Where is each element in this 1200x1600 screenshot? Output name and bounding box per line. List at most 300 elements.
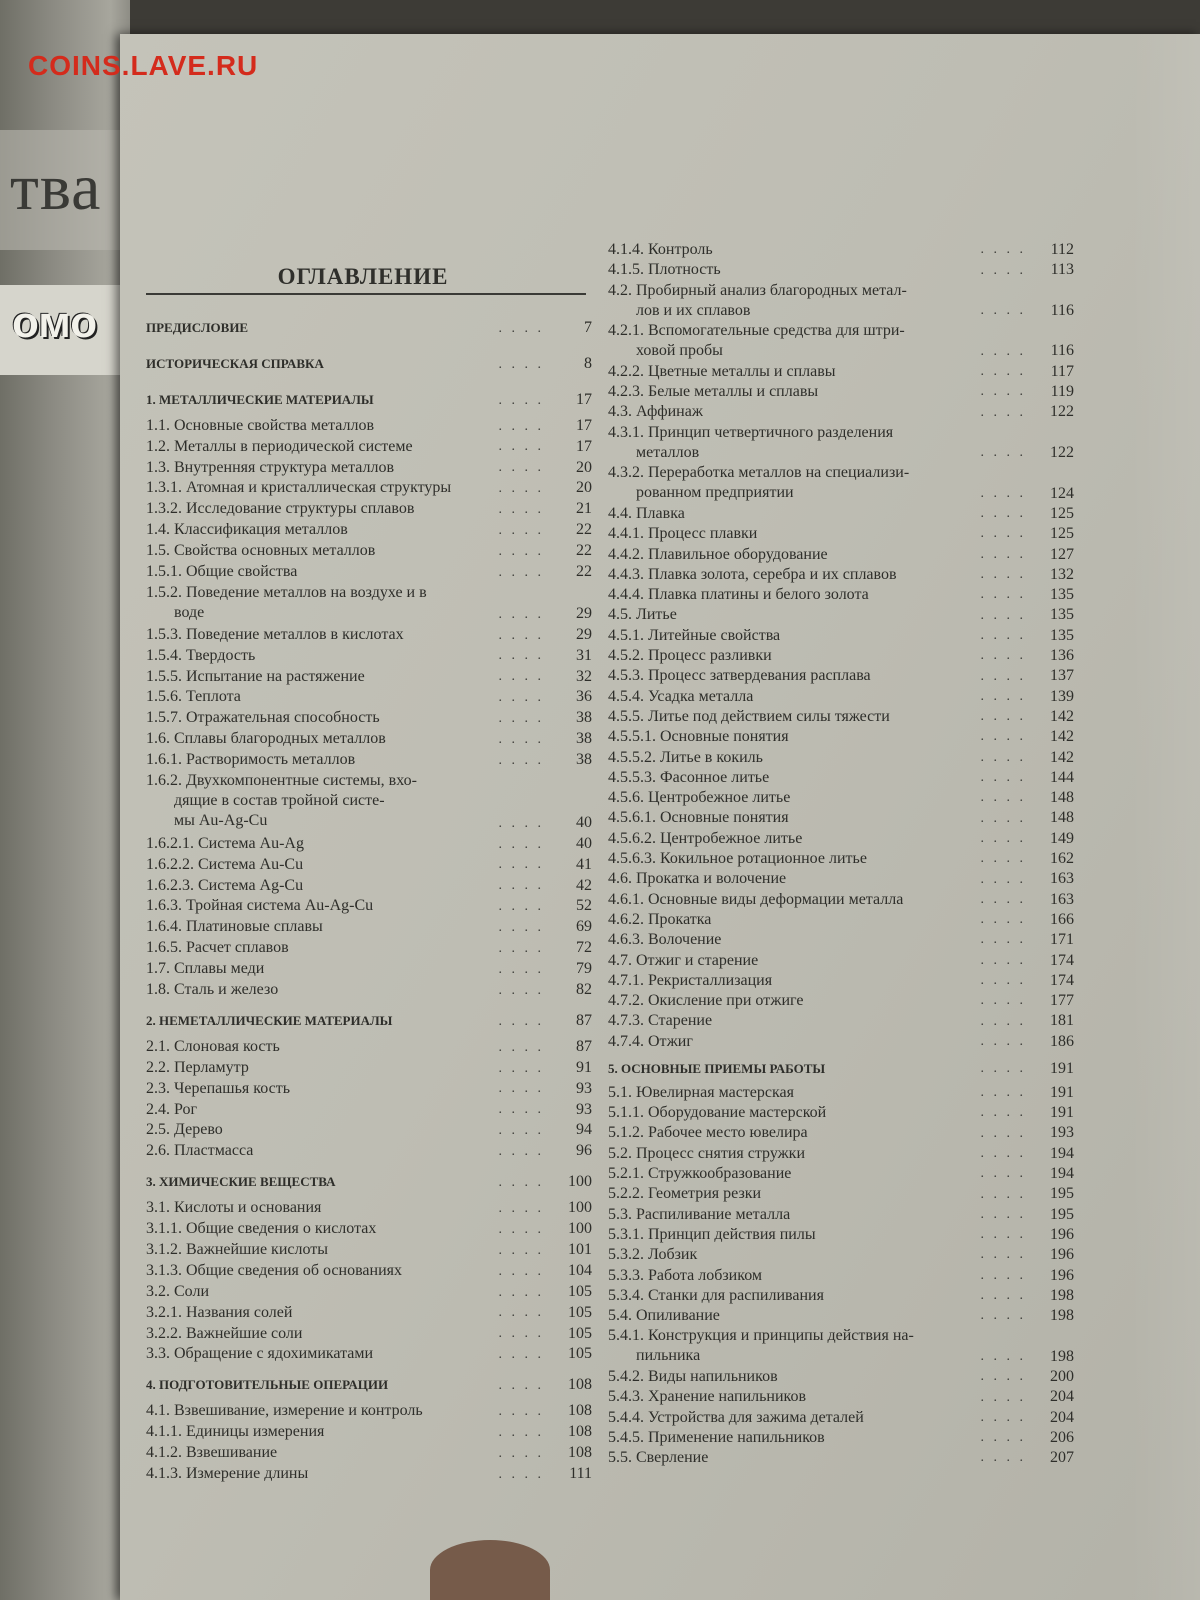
- toc-entry-title: 4. ПОДГОТОВИТЕЛЬНЫЕ ОПЕРАЦИИ: [146, 1377, 389, 1393]
- toc-leader-dots: . . . .: [498, 982, 544, 998]
- toc-section-entry: [608, 1059, 1074, 1079]
- toc-leader-dots: . . . .: [498, 606, 544, 622]
- toc-leader-dots: . . . .: [498, 857, 544, 873]
- toc-leader-dots: . . . .: [498, 1200, 544, 1216]
- toc-section-entry: [146, 1172, 592, 1193]
- toc-leader-dots: . . . .: [980, 688, 1026, 704]
- toc-entry-title: 4.4.2. Плавильное оборудование: [608, 545, 828, 563]
- toc-section-entry: [146, 1375, 592, 1396]
- toc-entry: [146, 667, 592, 688]
- toc-entry-title: 1.5.7. Отражательная способность: [146, 709, 380, 727]
- toc-leader-dots: . . . .: [980, 871, 1026, 887]
- toc-entry-title: 1. МЕТАЛЛИЧЕСКИЕ МАТЕРИАЛЫ: [146, 391, 374, 407]
- toc-entry-title: 3.1.2. Важнейшие кислоты: [146, 1240, 328, 1258]
- toc-entry: [608, 930, 1074, 950]
- toc-page-number: 119: [1050, 383, 1074, 401]
- toc-entry-title: 4.7. Отжиг и старение: [608, 951, 759, 969]
- toc-leader-dots: . . . .: [498, 1263, 544, 1279]
- toc-entry-title: 4.4.1. Процесс плавки: [608, 525, 758, 543]
- toc-entry: [608, 402, 1074, 422]
- toc-entry: [146, 938, 592, 959]
- toc-entry: [146, 1401, 592, 1422]
- toc-entry: [608, 727, 1074, 747]
- toc-page-number: 7: [584, 319, 592, 336]
- toc-leader-dots: . . . .: [498, 1013, 544, 1029]
- toc-entry: [146, 1198, 592, 1219]
- toc-page-number: 29: [576, 625, 592, 643]
- toc-entry-title: 2.3. Черепашья кость: [146, 1079, 290, 1097]
- toc-entry: [146, 1240, 592, 1261]
- toc-leader-dots: . . . .: [980, 1267, 1026, 1283]
- toc-leader-dots: . . . .: [980, 627, 1026, 643]
- toc-entry: [608, 1032, 1074, 1052]
- toc-entry-title: 3.1.1. Общие сведения о кислотах: [146, 1220, 377, 1237]
- toc-entry: [146, 1324, 592, 1345]
- toc-leader-dots: . . . .: [980, 891, 1026, 907]
- toc-leader-dots: . . . .: [980, 506, 1026, 522]
- toc-entry-title: 1.5. Свойства основных металлов: [146, 542, 376, 560]
- toc-entry-title: 3.2.1. Названия солей: [146, 1303, 293, 1321]
- toc-page-number: 36: [576, 688, 592, 706]
- toc-page-number: 196: [1050, 1266, 1074, 1284]
- toc-entry: [146, 1100, 592, 1121]
- toc-entry-title: 1.8. Сталь и железо: [146, 981, 279, 998]
- toc-entry-title: 4.5.5.1. Основные понятия: [608, 728, 789, 746]
- toc-entry-title: 5.1.1. Оборудование мастерской: [608, 1104, 827, 1122]
- toc-entry: [146, 437, 592, 458]
- toc-entry: [608, 1144, 1074, 1164]
- toc-leader-dots: . . . .: [498, 481, 544, 497]
- toc-entry-title: 1.5.6. Теплота: [146, 688, 241, 706]
- toc-leader-dots: . . . .: [980, 993, 1026, 1009]
- toc-page-number: 198: [1050, 1286, 1074, 1304]
- toc-entry: [608, 626, 1074, 646]
- toc-leader-dots: . . . .: [980, 1369, 1026, 1385]
- toc-entry-title: 3.1.3. Общие сведения об основаниях: [146, 1261, 402, 1279]
- toc-entry-title: 4.3.2. Переработка металлов на специализи- рованном предприятии: [608, 464, 910, 502]
- toc-leader-dots: . . . .: [980, 1227, 1026, 1243]
- toc-page-number: 196: [1050, 1246, 1074, 1264]
- toc-entry-title: 4.1. Взвешивание, измерение и контроль: [146, 1402, 423, 1420]
- toc-page-number: 142: [1050, 707, 1074, 725]
- toc-entry: [146, 1443, 592, 1464]
- toc-page-number: 82: [576, 981, 592, 998]
- toc-entry: [146, 1344, 592, 1365]
- toc-leader-dots: . . . .: [980, 1389, 1026, 1405]
- toc-entry-title: 4.1.5. Плотность: [608, 261, 721, 279]
- toc-leader-dots: . . . .: [498, 1081, 544, 1097]
- toc-leader-dots: . . . .: [498, 815, 544, 831]
- toc-leader-dots: . . . .: [980, 1308, 1026, 1324]
- toc-leader-dots: . . . .: [980, 1430, 1026, 1446]
- toc-leader-dots: . . . .: [980, 546, 1026, 562]
- toc-entry-title: 5.3. Распиливание металла: [608, 1205, 791, 1223]
- toc-leader-dots: . . . .: [498, 1305, 544, 1321]
- toc-entry: [146, 1422, 592, 1443]
- toc-entry: [608, 1367, 1074, 1387]
- toc-page-number: 124: [1050, 484, 1074, 502]
- toc-page-number: 171: [1050, 931, 1074, 949]
- toc-entry-title: 1.3.1. Атомная и кристаллическая структуры: [146, 479, 452, 497]
- toc-leader-dots: . . . .: [498, 320, 544, 336]
- toc-leader-dots: . . . .: [498, 752, 544, 768]
- toc-entry-title: 5.3.4. Станки для распиливания: [608, 1286, 824, 1304]
- toc-leader-dots: . . . .: [980, 587, 1026, 603]
- toc-entry-title: 5.2.2. Геометрия резки: [608, 1185, 762, 1203]
- toc-page-number: 101: [568, 1240, 592, 1258]
- toc-entry: [146, 1141, 592, 1162]
- toc-entry: [146, 1058, 592, 1079]
- toc-entry-title: 1.6.2.1. Система Au-Ag: [146, 834, 304, 852]
- toc-page-number: 93: [576, 1100, 592, 1118]
- toc-entry: [146, 687, 592, 708]
- toc-entry: [608, 890, 1074, 910]
- toc-entry: [608, 1225, 1074, 1245]
- toc-entry-title: 1.6.2.3. Система Ag-Cu: [146, 876, 304, 894]
- toc-entry: [608, 1103, 1074, 1123]
- toc-entry: [608, 1266, 1074, 1286]
- toc-page-number: 117: [1050, 362, 1074, 380]
- toc-entry: [146, 1120, 592, 1141]
- toc-leader-dots: . . . .: [498, 564, 544, 580]
- toc-entry-title: 4.2.2. Цветные металлы и сплавы: [608, 362, 836, 380]
- toc-leader-dots: . . . .: [980, 1033, 1026, 1049]
- toc-entry-title: 2.6. Пластмасса: [146, 1142, 254, 1160]
- toc-page-number: 104: [568, 1261, 592, 1279]
- toc-entry: [608, 605, 1074, 625]
- toc-entry: [608, 1011, 1074, 1031]
- toc-entry: [608, 240, 1074, 260]
- toc-page-number: 191: [1050, 1060, 1074, 1077]
- toc-entry: [608, 1123, 1074, 1143]
- toc-leader-dots: . . . .: [980, 1348, 1026, 1364]
- toc-page-number: 194: [1050, 1165, 1074, 1182]
- toc-entry-title: 4.5.2. Процесс разливки: [608, 647, 772, 664]
- toc-entry: [146, 520, 592, 541]
- toc-entry-title: 4.4.3. Плавка золота, серебра и их сплавов: [608, 565, 897, 583]
- toc-leader-dots: . . . .: [980, 445, 1026, 461]
- toc-entry-title: 4.5.6.2. Центробежное литье: [608, 829, 803, 847]
- toc-entry-title: ИСТОРИЧЕСКАЯ СПРАВКА: [146, 355, 324, 371]
- toc-leader-dots: . . . .: [980, 607, 1026, 623]
- toc-leader-dots: . . . .: [498, 941, 544, 957]
- toc-page-number: 31: [576, 646, 592, 664]
- toc-page-number: 204: [1050, 1388, 1074, 1406]
- toc-page-number: 91: [576, 1058, 592, 1076]
- toc-page-number: 198: [1050, 1347, 1074, 1365]
- toc-page-number: 38: [576, 709, 592, 727]
- toc-entry: [146, 646, 592, 667]
- toc-page-number: 22: [576, 542, 592, 560]
- toc-entry: [608, 565, 1074, 585]
- toc-leader-dots: . . . .: [980, 242, 1026, 258]
- toc-entry: [608, 991, 1074, 1011]
- toc-section-entry: [146, 1011, 592, 1032]
- toc-leader-dots: . . . .: [980, 830, 1026, 846]
- toc-leader-dots: . . . .: [498, 1221, 544, 1237]
- toc-leader-dots: . . . .: [980, 567, 1026, 583]
- toc-page-number: 163: [1050, 870, 1074, 888]
- toc-leader-dots: . . . .: [980, 1247, 1026, 1263]
- toc-entry-title: 1.5.3. Поведение металлов в кислотах: [146, 625, 404, 643]
- toc-page-number: 111: [569, 1464, 592, 1482]
- toc-entry-title: 2. НЕМЕТАЛЛИЧЕСКИЕ МАТЕРИАЛЫ: [146, 1012, 393, 1028]
- toc-entry: [608, 1448, 1074, 1468]
- toc-entry: [608, 687, 1074, 707]
- toc-entry: [608, 849, 1074, 869]
- toc-leader-dots: . . . .: [980, 404, 1026, 420]
- cover-brand-fragment: омо: [12, 298, 98, 347]
- toc-entry-title: 1.6.5. Расчет сплавов: [146, 939, 289, 957]
- toc-page-number: 177: [1050, 992, 1074, 1010]
- toc-leader-dots: . . . .: [980, 1013, 1026, 1029]
- toc-entry: [608, 382, 1074, 402]
- toc-page-number: 29: [576, 604, 592, 622]
- toc-leader-dots: . . . .: [498, 1123, 544, 1139]
- toc-page-number: 127: [1050, 545, 1074, 563]
- toc-leader-dots: . . . .: [498, 690, 544, 706]
- toc-leader-dots: . . . .: [980, 262, 1026, 278]
- toc-entry-title: 5.4.4. Устройства для зажима деталей: [608, 1408, 864, 1426]
- toc-leader-dots: . . . .: [498, 1242, 544, 1258]
- toc-entry-title: 4.7.2. Окисление при отжиге: [608, 992, 804, 1010]
- toc-entry: [608, 1083, 1074, 1103]
- toc-page-number: 174: [1050, 971, 1074, 989]
- toc-entry: [608, 260, 1074, 280]
- toc-leader-dots: . . . .: [980, 364, 1026, 380]
- toc-entry-title: 4.5.4. Усадка металла: [608, 687, 754, 705]
- toc-entry-title: 4.2. Пробирный анализ благородных метал- лов и их сплавов: [608, 281, 907, 319]
- toc-leader-dots: . . . .: [498, 439, 544, 455]
- toc-entry-title: 1.4. Классификация металлов: [146, 521, 348, 539]
- toc-entry-title: 5.4.1. Конструкция и принципы действия на- пильника: [608, 1327, 914, 1365]
- toc-page-number: 79: [576, 960, 592, 978]
- toc-leader-dots: . . . .: [498, 961, 544, 977]
- toc-leader-dots: . . . .: [980, 668, 1026, 684]
- toc-page-number: 22: [576, 563, 592, 580]
- toc-entry: [146, 896, 592, 917]
- toc-entry-title: 2.5. Дерево: [146, 1121, 223, 1139]
- toc-leader-dots: . . . .: [980, 709, 1026, 725]
- toc-entry: [608, 1326, 1074, 1367]
- toc-entry: [608, 788, 1074, 808]
- toc-page-number: 17: [576, 437, 592, 455]
- toc-page-number: 21: [576, 500, 592, 518]
- toc-page-number: 132: [1050, 565, 1074, 583]
- toc-page-number: 32: [576, 667, 592, 685]
- toc-page-number: 20: [576, 479, 592, 497]
- toc-leader-dots: . . . .: [498, 836, 544, 852]
- toc-page-number: 113: [1050, 261, 1074, 279]
- toc-leader-dots: . . . .: [498, 711, 544, 727]
- toc-entry-title: 1.6.2.2. Система Au-Cu: [146, 855, 304, 873]
- toc-entry: [146, 729, 592, 750]
- toc-entry: [608, 971, 1074, 991]
- toc-page-number: 105: [568, 1345, 592, 1363]
- toc-entry: [146, 917, 592, 938]
- toc-page-number: 105: [568, 1303, 592, 1321]
- toc-page-number: 135: [1050, 626, 1074, 644]
- toc-leader-dots: . . . .: [980, 912, 1026, 928]
- toc-entry-title: 1.2. Металлы в периодической системе: [146, 437, 413, 455]
- toc-page-number: 22: [576, 521, 592, 539]
- toc-leader-dots: . . . .: [980, 932, 1026, 948]
- toc-entry-title: 5.5. Сверление: [608, 1449, 709, 1467]
- toc-entry: [146, 583, 592, 625]
- toc-page-number: 108: [568, 1376, 592, 1394]
- toc-entry: [608, 1205, 1074, 1225]
- toc-leader-dots: . . . .: [498, 1424, 544, 1440]
- cover-title-fragment: тва: [10, 151, 102, 224]
- toc-leader-dots: . . . .: [980, 343, 1026, 359]
- toc-entry-title: 2.2. Перламутр: [146, 1058, 249, 1076]
- toc-page-number: 87: [576, 1037, 592, 1055]
- toc-entry-title: 5.2. Процесс снятия стружки: [608, 1144, 806, 1162]
- toc-page-number: 100: [568, 1220, 592, 1237]
- toc-leader-dots: . . . .: [980, 526, 1026, 542]
- toc-page-number: 108: [568, 1402, 592, 1420]
- toc-leader-dots: . . . .: [498, 1144, 544, 1160]
- toc-page-number: 163: [1050, 890, 1074, 908]
- toc-entry-title: 5.1.2. Рабочее место ювелира: [608, 1124, 808, 1142]
- toc-entry-title: 1.1. Основные свойства металлов: [146, 416, 375, 434]
- toc-leader-dots: . . . .: [498, 356, 544, 372]
- toc-entry-title: 4.4. Плавка: [608, 504, 685, 522]
- toc-title: ОГЛАВЛЕНИЕ: [277, 264, 449, 289]
- toc-leader-dots: . . . .: [980, 749, 1026, 765]
- toc-entry-title: 1.6.3. Тройная система Au-Ag-Cu: [146, 897, 374, 915]
- toc-entry: [146, 1219, 592, 1240]
- toc-entry: [146, 834, 592, 855]
- toc-section-entry: [146, 354, 592, 375]
- toc-leader-dots: . . . .: [498, 1060, 544, 1076]
- toc-page-number: 194: [1050, 1144, 1074, 1162]
- toc-leader-dots: . . . .: [980, 1409, 1026, 1425]
- toc-entry-title: 4.1.1. Единицы измерения: [146, 1423, 325, 1441]
- toc-entry-title: 3.2.2. Важнейшие соли: [146, 1324, 303, 1342]
- toc-page-number: 20: [576, 458, 592, 476]
- toc-page-number: 41: [576, 855, 592, 873]
- toc-leader-dots: . . . .: [980, 851, 1026, 867]
- toc-page-number: 94: [576, 1121, 592, 1139]
- toc-leader-dots: . . . .: [498, 878, 544, 894]
- toc-entry-title: 4.1.4. Контроль: [608, 241, 713, 258]
- toc-entry: [608, 1428, 1074, 1448]
- toc-entry-title: 4.1.3. Измерение длины: [146, 1464, 309, 1482]
- toc-leader-dots: . . . .: [498, 1326, 544, 1342]
- toc-leader-dots: . . . .: [498, 460, 544, 476]
- toc-page-number: 105: [568, 1282, 592, 1300]
- toc-entry-title: 4.5.6.3. Кокильное ротационное литье: [608, 850, 867, 867]
- toc-entry-title: 4.3.1. Принцип четвертичного разделения металлов: [608, 423, 894, 461]
- toc-page-number: 87: [576, 1011, 592, 1029]
- toc-page-number: 100: [568, 1173, 592, 1191]
- toc-leader-dots: . . . .: [980, 1085, 1026, 1101]
- toc-page-number: 162: [1050, 850, 1074, 867]
- toc-leader-dots: . . . .: [498, 543, 544, 559]
- toc-entry: [146, 771, 592, 834]
- toc-page-number: 136: [1050, 647, 1074, 664]
- toc-leader-dots: . . . .: [498, 1378, 544, 1394]
- toc-entry-title: 4.7.3. Старение: [608, 1012, 713, 1030]
- toc-leader-dots: . . . .: [980, 648, 1026, 664]
- toc-leader-dots: . . . .: [498, 627, 544, 643]
- toc-page-number: 52: [576, 897, 592, 915]
- toc-entry-title: 5. ОСНОВНЫЕ ПРИЕМЫ РАБОТЫ: [608, 1061, 826, 1076]
- toc-leader-dots: . . . .: [980, 952, 1026, 968]
- toc-leader-dots: . . . .: [498, 1039, 544, 1055]
- toc-page-number: 17: [576, 390, 592, 408]
- toc-entry: [608, 1184, 1074, 1204]
- toc-leader-dots: . . . .: [980, 1125, 1026, 1141]
- toc-entry: [608, 524, 1074, 544]
- toc-entry: [608, 1164, 1074, 1184]
- toc-entry-title: 4.3. Аффинаж: [608, 403, 703, 421]
- toc-page-number: 193: [1050, 1124, 1074, 1142]
- toc-page-number: 105: [568, 1324, 592, 1342]
- toc-leader-dots: . . . .: [498, 1466, 544, 1482]
- toc-entry: [608, 585, 1074, 605]
- toc-page-number: 135: [1050, 606, 1074, 624]
- toc-section-entry: [146, 318, 592, 339]
- toc-entry: [146, 478, 592, 499]
- toc-entry-title: 4.5.6. Центробежное литье: [608, 789, 791, 807]
- toc-entry-title: 3.2. Соли: [146, 1282, 210, 1300]
- toc-entry-title: 3.1. Кислоты и основания: [146, 1199, 322, 1217]
- toc-entry: [146, 959, 592, 980]
- toc-page-number: 148: [1050, 809, 1074, 827]
- toc-entry: [608, 463, 1074, 504]
- toc-entry-title: 5.4.5. Применение напильников: [608, 1428, 825, 1446]
- toc-page-number: 191: [1050, 1104, 1074, 1122]
- toc-leader-dots: . . . .: [980, 790, 1026, 806]
- toc-entry: [608, 504, 1074, 524]
- toc-entry-title: 4.5. Литье: [608, 606, 677, 624]
- toc-entry-title: 4.6. Прокатка и волочение: [608, 870, 787, 888]
- toc-page-number: 93: [576, 1079, 592, 1097]
- toc-page-number: 144: [1050, 768, 1074, 786]
- toc-entry: [608, 1408, 1074, 1428]
- toc-entry: [608, 646, 1074, 666]
- toc-leader-dots: . . . .: [980, 303, 1026, 319]
- toc-leader-dots: . . . .: [980, 485, 1026, 501]
- toc-entry: [608, 1387, 1074, 1407]
- toc-entry: [146, 1261, 592, 1282]
- toc-page-number: 181: [1050, 1012, 1074, 1030]
- toc-leader-dots: . . . .: [498, 502, 544, 518]
- toc-entry: [146, 708, 592, 729]
- toc-entry: [146, 541, 592, 562]
- toc-entry-title: 1.6. Сплавы благородных металлов: [146, 730, 386, 748]
- toc-entry: [608, 321, 1074, 362]
- left-page-cover: [0, 0, 130, 1600]
- toc-entry-title: 4.6.1. Основные виды деформации металла: [608, 890, 904, 908]
- toc-entry: [146, 1464, 592, 1485]
- toc-entry: [146, 855, 592, 876]
- toc-entry: [608, 423, 1074, 464]
- toc-entry-title: 5.4.3. Хранение напильников: [608, 1388, 807, 1406]
- toc-leader-dots: . . . .: [980, 973, 1026, 989]
- toc-entry-title: 1.5.4. Твердость: [146, 646, 256, 664]
- toc-entry: [146, 1037, 592, 1058]
- toc-page-number: 204: [1050, 1408, 1074, 1426]
- toc-entry: [608, 1286, 1074, 1306]
- toc-entry: [146, 458, 592, 479]
- toc-leader-dots: . . . .: [498, 1347, 544, 1363]
- toc-leader-dots: . . . .: [980, 1061, 1026, 1077]
- toc-page-number: 148: [1050, 789, 1074, 807]
- toc-entry-title: 4.5.3. Процесс затвердевания расплава: [608, 667, 871, 685]
